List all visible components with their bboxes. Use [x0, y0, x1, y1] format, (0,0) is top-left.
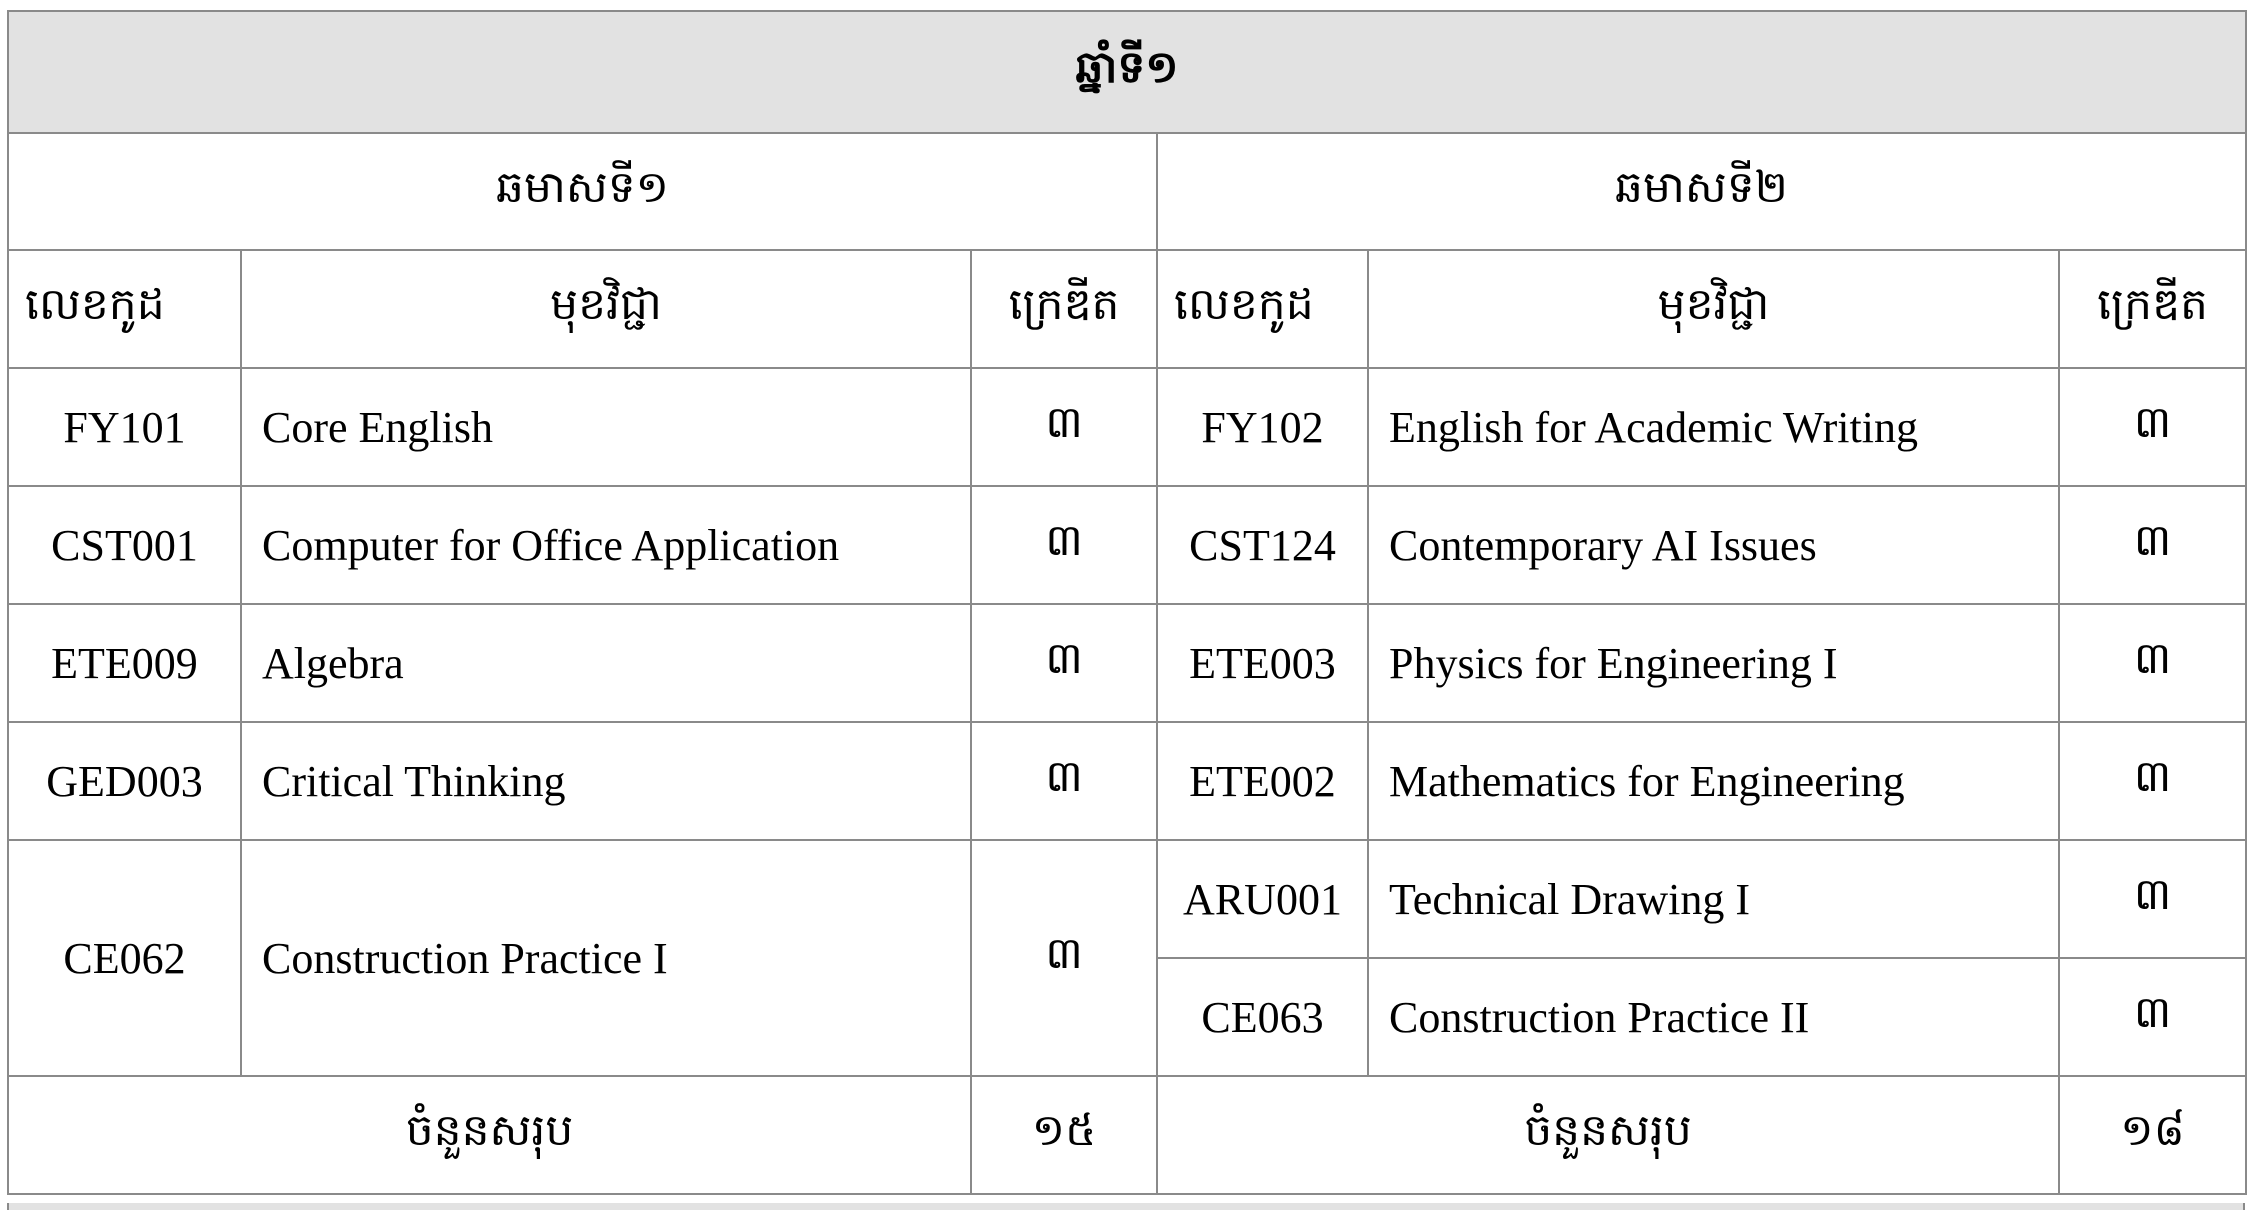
sem1-course-code: CST001: [8, 486, 241, 604]
sem2-total-label: ចំនួនសរុប: [1157, 1076, 2059, 1194]
sem1-course-credit: ៣: [971, 486, 1157, 604]
semester-header-row: [8, 133, 2246, 250]
sem1-course-code: CE062: [8, 840, 241, 1076]
sem2-total-credits: ១៨: [2059, 1076, 2246, 1194]
semester-2-title: ឆមាសទី២: [1157, 133, 2246, 250]
sem1-course-credit: ៣: [971, 604, 1157, 722]
column-header-row: [8, 250, 2246, 368]
sem1-total-label: ចំនួនសរុប: [8, 1076, 971, 1194]
sem2-course-code: ETE003: [1157, 604, 1368, 722]
sem1-course-credit: ៣: [971, 840, 1157, 1076]
sem2-course-subject: English for Academic Writing: [1368, 368, 2059, 486]
sem2-course-code: CE063: [1157, 958, 1368, 1076]
table-row: [8, 486, 2246, 604]
total-row: [8, 1076, 2246, 1194]
sem2-course-subject: Physics for Engineering I: [1368, 604, 2059, 722]
sem1-course-code: ETE009: [8, 604, 241, 722]
sem1-course-subject: Core English: [241, 368, 971, 486]
sem2-course-credit: ៣: [2059, 604, 2246, 722]
sem1-course-code: FY101: [8, 368, 241, 486]
sem2-course-subject: Technical Drawing I: [1368, 840, 2059, 958]
sem1-total-credits: ១៥: [971, 1076, 1157, 1194]
sem2-course-credit: ៣: [2059, 958, 2246, 1076]
sem1-subject-header: មុខវិជ្ជា: [241, 250, 971, 368]
sem2-subject-header: មុខវិជ្ជា: [1368, 250, 2059, 368]
table-row: [8, 840, 2246, 958]
sem2-course-credit: ៣: [2059, 722, 2246, 840]
sem1-course-subject: Algebra: [241, 604, 971, 722]
sem2-course-credit: ៣: [2059, 840, 2246, 958]
sem1-course-subject: Computer for Office Application: [241, 486, 971, 604]
sem2-course-code: ARU001: [1157, 840, 1368, 958]
sem1-course-credit: ៣: [971, 368, 1157, 486]
sem2-course-code: FY102: [1157, 368, 1368, 486]
table-row: [8, 604, 2246, 722]
sem2-course-code: CST124: [1157, 486, 1368, 604]
sem1-code-header: លេខកូដ: [8, 250, 241, 368]
curriculum-table: [7, 10, 2247, 1195]
sem2-course-subject: Construction Practice II: [1368, 958, 2059, 1076]
sem2-course-code: ETE002: [1157, 722, 1368, 840]
sem1-course-subject: Construction Practice I: [241, 840, 971, 1076]
sem2-code-header: លេខកូដ: [1157, 250, 1368, 368]
sem2-credit-header: ក្រេឌីត: [2059, 250, 2246, 368]
sem1-course-code: GED003: [8, 722, 241, 840]
sem1-course-credit: ៣: [971, 722, 1157, 840]
sem1-credit-header: ក្រេឌីត: [971, 250, 1157, 368]
year-title: ឆ្នាំទី១: [8, 11, 2246, 133]
sem2-course-subject: Mathematics for Engineering: [1368, 722, 2059, 840]
year-header-row: [8, 11, 2246, 133]
curriculum-table-wrapper: [7, 10, 2245, 1195]
sem1-course-subject: Critical Thinking: [241, 722, 971, 840]
sem2-course-subject: Contemporary AI Issues: [1368, 486, 2059, 604]
table-row: [8, 368, 2246, 486]
semester-1-title: ឆមាសទី១: [8, 133, 1157, 250]
table-row: [8, 722, 2246, 840]
sem2-course-credit: ៣: [2059, 486, 2246, 604]
sem2-course-credit: ៣: [2059, 368, 2246, 486]
next-section-edge: [7, 1203, 2245, 1210]
